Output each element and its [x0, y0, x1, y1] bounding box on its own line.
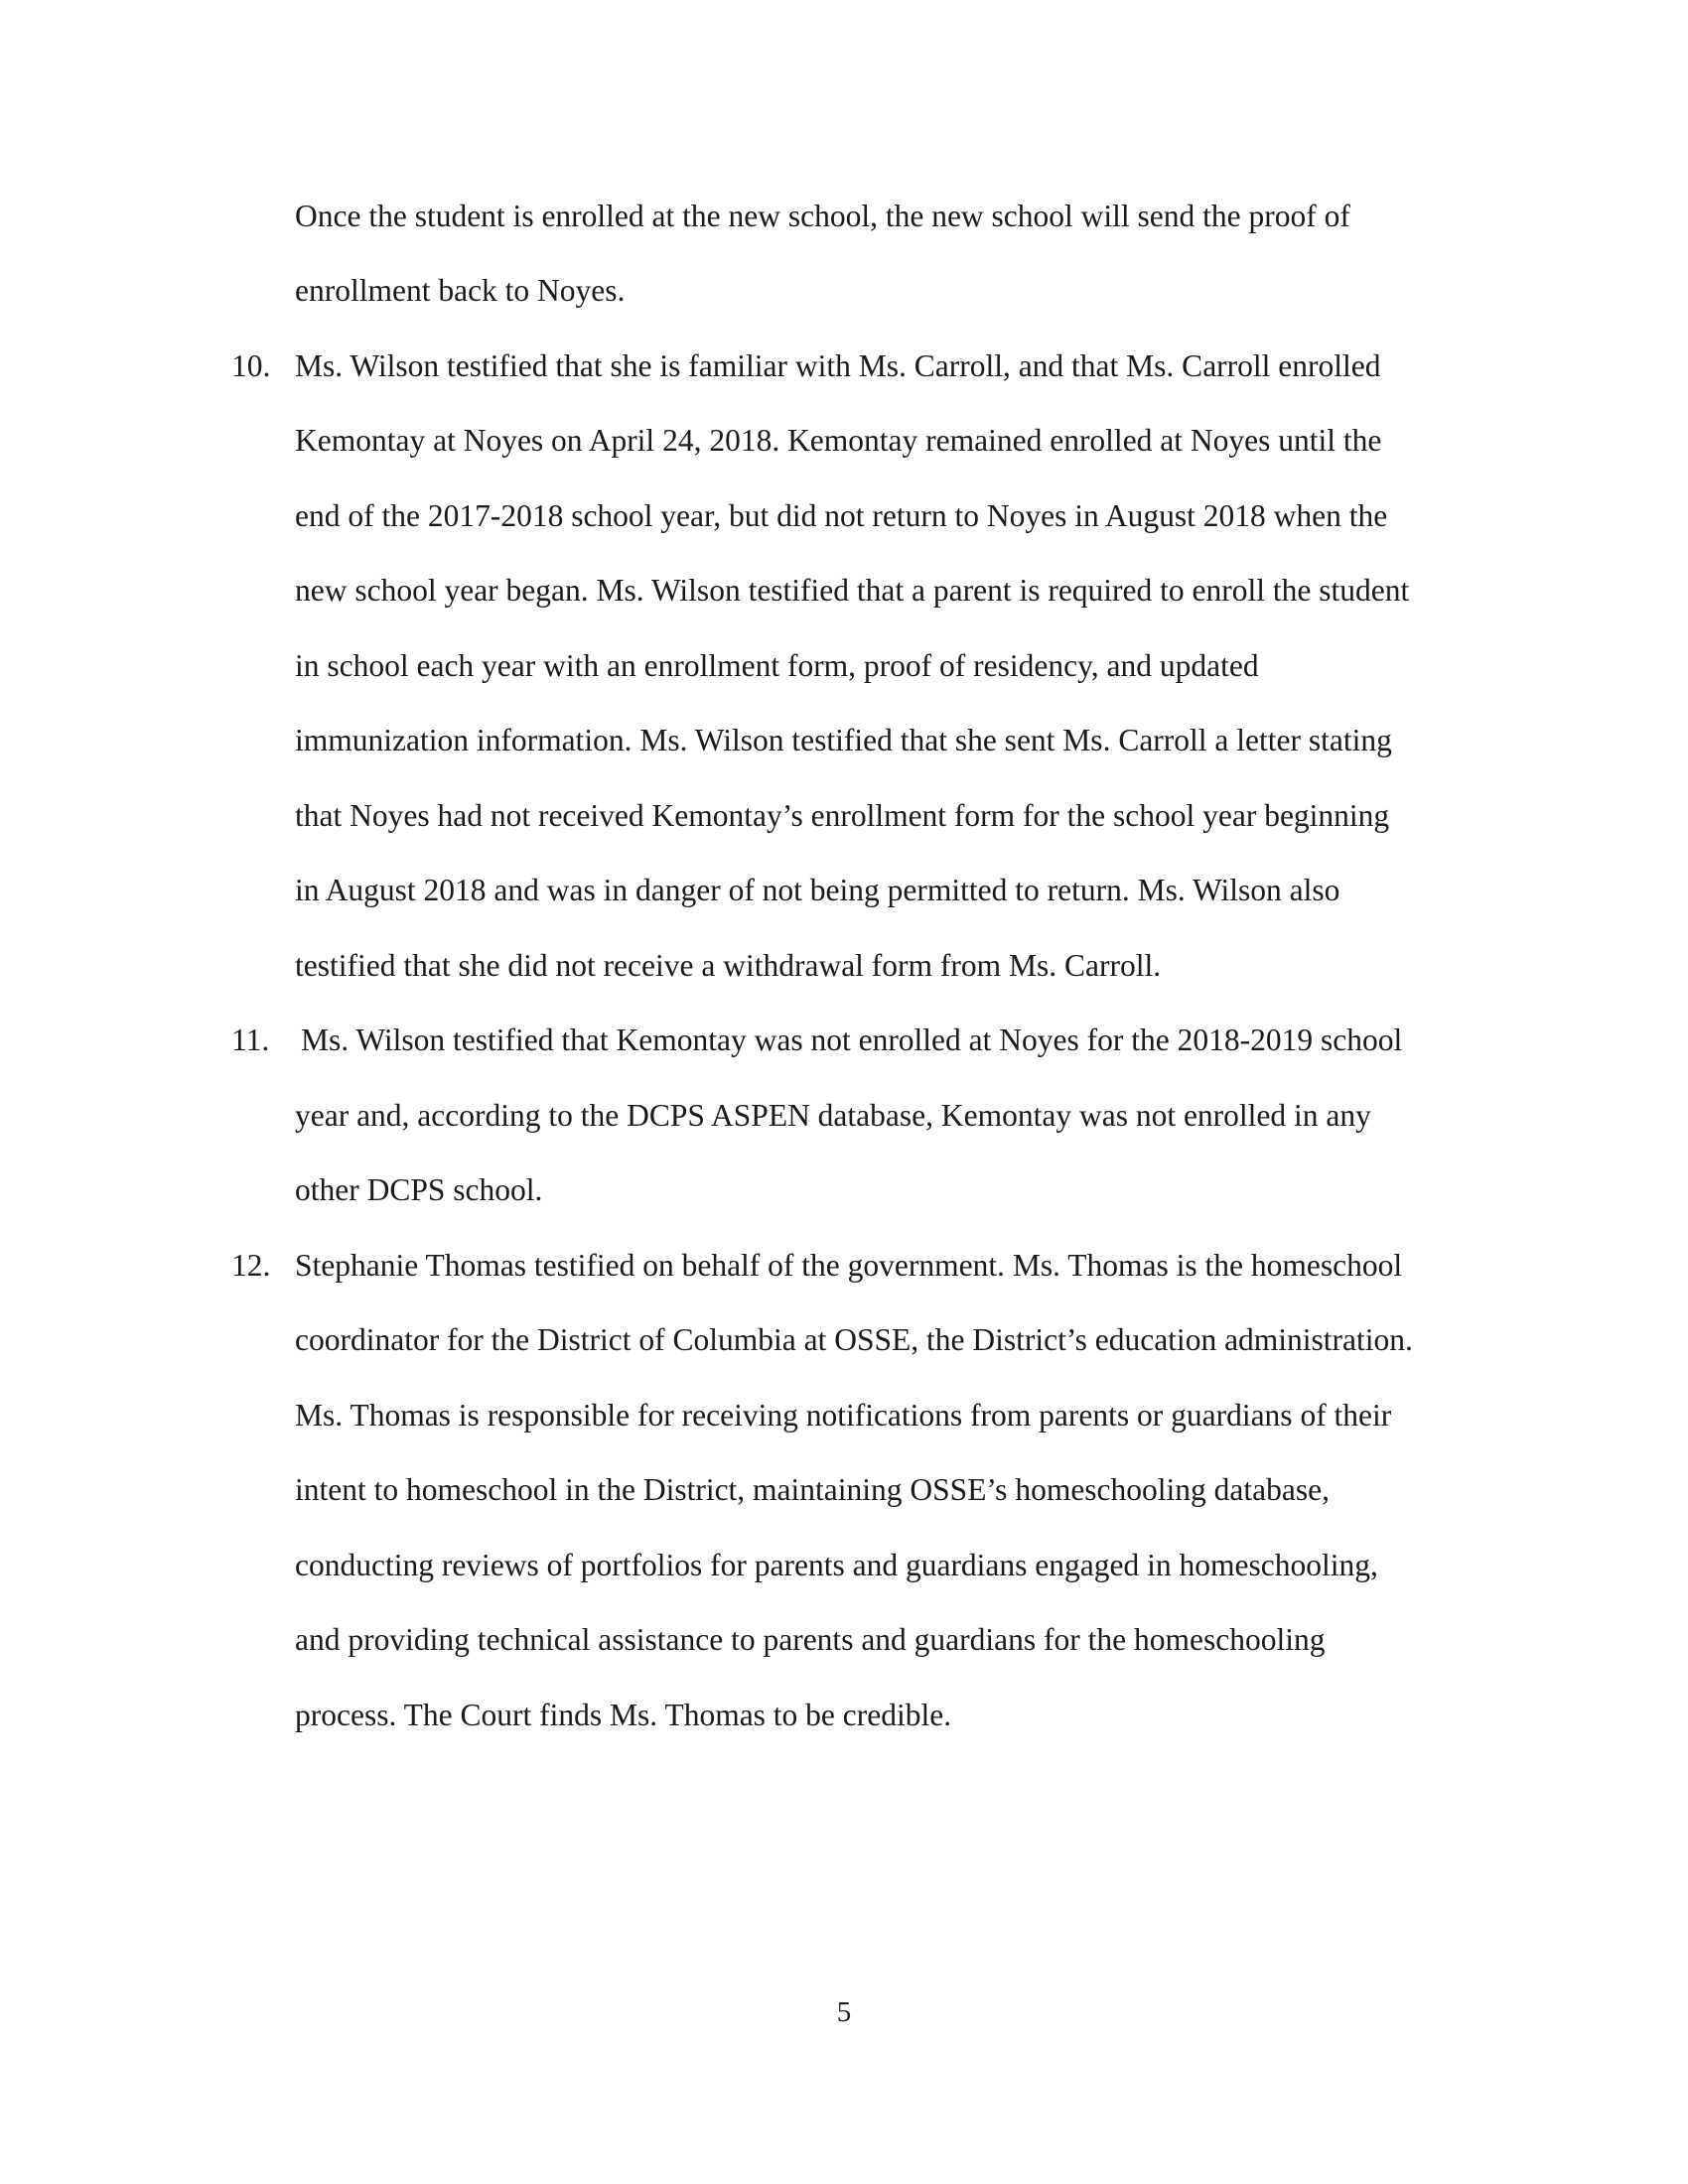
text-line: new school year began. Ms. Wilson testified that a parent is required to enroll the student	[295, 573, 1410, 608]
text-line: Kemontay at Noyes on April 24, 2018. Kemontay remained enrolled at Noyes until the	[295, 423, 1382, 458]
text-line: enrollment back to Noyes.	[295, 273, 626, 308]
paragraph-number: 12.	[231, 1248, 271, 1283]
text-line: other DCPS school.	[295, 1172, 543, 1207]
text-line: immunization information. Ms. Wilson testified that she sent Ms. Carroll a letter stating	[295, 723, 1392, 757]
text-line: conducting reviews of portfolios for parents and guardians engaged in homeschooling,	[295, 1548, 1378, 1582]
text-line: year and, according to the DCPS ASPEN database, Kemontay was not enrolled in any	[295, 1098, 1371, 1133]
text-line: intent to homeschool in the District, maintaining OSSE’s homeschooling database,	[295, 1472, 1330, 1507]
page-number: 5	[836, 1996, 852, 2028]
text-line: in August 2018 and was in danger of not being permitted to return. Ms. Wilson also	[295, 873, 1340, 907]
text-line: Ms. Thomas is responsible for receiving notifications from parents or guardians of their	[295, 1398, 1392, 1433]
text-line: Once the student is enrolled at the new school, the new school will send the proof of	[295, 199, 1350, 233]
text-line: coordinator for the District of Columbia at OSSE, the District’s education administration.	[295, 1322, 1413, 1357]
paragraph-number: 10.	[231, 348, 271, 383]
text-line: process. The Court finds Ms. Thomas to be credible.	[295, 1698, 952, 1732]
text-line: Stephanie Thomas testified on behalf of the government. Ms. Thomas is the homeschool	[295, 1248, 1403, 1283]
text-line: Ms. Wilson testified that Kemontay was not enrolled at Noyes for the 2018-2019 school	[301, 1023, 1403, 1057]
text-line: and providing technical assistance to parents and guardians for the homeschooling	[295, 1622, 1326, 1657]
text-line: in school each year with an enrollment form, proof of residency, and updated	[295, 648, 1259, 683]
paragraph-number: 11.	[231, 1023, 270, 1057]
text-line: that Noyes had not received Kemontay’s enrollment form for the school year beginning	[295, 798, 1390, 833]
text-line: end of the 2017-2018 school year, but did not return to Noyes in August 2018 when the	[295, 498, 1388, 533]
text-line: Ms. Wilson testified that she is familiar with Ms. Carroll, and that Ms. Carroll enrolled	[295, 348, 1381, 383]
text-line: testified that she did not receive a withdrawal form from Ms. Carroll.	[295, 948, 1162, 983]
